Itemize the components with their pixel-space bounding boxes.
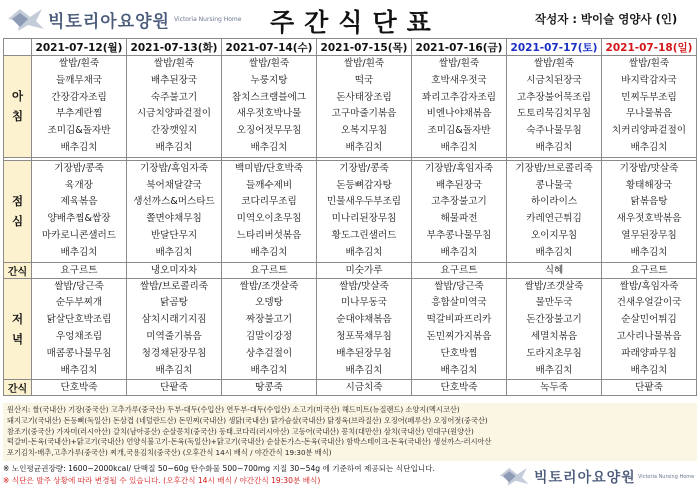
menu-item: 양배추찜&쌈장 [47,213,111,225]
menu-item: 쌀밥/조갯살죽 [524,280,584,292]
menu-cell [222,56,317,158]
menu-item: 우엉채조림 [55,330,103,342]
menu-item: 부추계란찜 [55,108,103,120]
menu-item: 마카로니콘샐러드 [41,229,117,241]
snack-cell: 시금치죽 [317,380,412,396]
snack-cell: 녹두죽 [507,380,602,396]
menu-item: 숙주나물무침 [526,125,582,137]
menu-item: 배추김치 [535,141,573,153]
menu-item: 미역오이초무침 [236,213,302,225]
menu-item: 코다리무조림 [241,196,297,208]
menu-item: 닭살단호박조림 [46,314,112,326]
menu-item: 시금치양파겉절이 [136,108,212,120]
menu-item: 기장밥/콩죽 [339,162,389,174]
logo-mark-icon [6,5,46,33]
menu-item: 순대야채볶음 [336,314,392,326]
menu-item: 배추김치 [345,141,383,153]
menu-item: 순살민어튀김 [621,314,677,326]
menu-item: 오징어젓무무침 [236,125,302,137]
origin-line: 원산지: 쌀(국내산) 기장(중국산) 고추가루(중국산) 두부-대두(수입산) 연두부-대두(수입산) 소고기(미국산) 해드미트(뉴질랜드) 소양지(멕시코산) [7,405,460,414]
menu-item: 백미밥/단호박죽 [234,162,304,174]
menu-item: 민물새우두부조림 [326,196,402,208]
menu-item: 배추김치 [345,246,383,258]
snack-cell: 요구르트 [32,262,127,278]
menu-item: 삼치시래기지짐 [141,314,207,326]
menu-cell [127,278,222,380]
snack2-row [4,380,697,396]
menu-item: 파래양파무침 [621,347,677,359]
menu-item: 물만두국 [535,297,573,309]
menu-item: 기장밥/브로콜리죽 [515,162,593,174]
menu-item: 배추김치 [535,364,573,376]
menu-item: 오복지무침 [340,125,388,137]
snack-cell: 단호박죽 [412,380,507,396]
menu-item: 육개장 [65,179,93,191]
menu-item: 배추김치 [345,364,383,376]
menu-cell [507,56,602,158]
menu-item: 닭곰탕 [160,297,188,309]
snack1-row [4,262,697,278]
menu-item: 하이라이스 [530,196,578,208]
menu-cell [602,56,697,158]
menu-item: 닭볶음탕 [630,196,668,208]
menu-item: 도라지초무침 [526,347,582,359]
menu-item: 떡갈비파프리카 [426,314,492,326]
menu-item: 쌀밥/조갯살죽 [239,280,299,292]
breakfast-row [4,56,697,158]
menu-cell [222,160,317,262]
menu-item: 김말이강정 [245,330,293,342]
menu-item: 미나무동국 [340,297,388,309]
menu-item: 기장밥/흑임자죽 [139,162,209,174]
menu-item: 카레연근튀김 [526,213,582,225]
menu-item: 배추김치 [155,246,193,258]
menu-cell [317,160,412,262]
menu-cell [127,160,222,262]
menu-cell [602,278,697,380]
logo-en: Victoria Nursing Home [174,16,242,23]
menu-cell [507,160,602,262]
notes [3,463,483,486]
menu-item: 바지락감자국 [621,74,677,86]
menu-cell [507,278,602,380]
menu-item: 비엔나야채볶음 [426,108,492,120]
menu-item: 누룽지탕 [250,74,288,86]
menu-item: 쌀밥/흑임자죽 [619,280,679,292]
date-header: 2021-07-16(금) [412,39,507,56]
menu-item: 돈사태장조림 [336,91,392,103]
menu-item: 참치스크램블에그 [231,91,307,103]
menu-item: 쌀밥/맛살죽 [339,280,389,292]
menu-item: 돈민찌가지볶음 [426,330,492,342]
snack-label: 간식 [4,380,32,396]
menu-item: 짜장불고기 [245,314,293,326]
menu-item: 미나리된장무침 [331,213,397,225]
menu-cell [412,56,507,158]
menu-item: 배추김치 [630,141,668,153]
origin-info [3,403,697,461]
menu-item: 황태해장국 [625,179,673,191]
menu-cell [317,56,412,158]
date-header: 2021-07-14(수) [222,39,317,56]
snack-label: 간식 [4,262,32,278]
menu-item: 제육볶음 [60,196,98,208]
menu-item: 황도그린샐러드 [331,229,397,241]
menu-item: 쫄면야채무침 [146,213,202,225]
menu-item: 배추김치 [250,364,288,376]
snack-cell: 식혜 [507,262,602,278]
menu-item: 새우젓호박볶음 [616,213,682,225]
menu-item: 배추된장국 [150,74,198,86]
menu-item: 배추김치 [60,364,98,376]
menu-item: 배추김치 [630,246,668,258]
snack-cell: 단팥죽 [127,380,222,396]
corner-cell [4,39,32,56]
menu-item: 기장밥/흑임자죽 [424,162,494,174]
menu-item: 쌀밥/흰죽 [58,58,100,69]
snack-cell: 땅콩죽 [222,380,317,396]
menu-item: 쌀밥/흰죽 [533,58,575,69]
menu-item: 간장감자조림 [51,91,107,103]
lunch-row [4,160,697,262]
menu-item: 배추김치 [630,364,668,376]
menu-item: 단호박찜 [440,347,478,359]
menu-item: 돈간장불고기 [526,314,582,326]
menu-item: 상추겉절이 [245,347,293,359]
menu-item: 오뎅탕 [255,297,283,309]
menu-cell [127,56,222,158]
menu-item: 도토리묵김치무침 [516,108,592,120]
date-header: 2021-07-17(토) [507,39,602,56]
dinner-row [4,278,697,380]
footer-logo-en: Victoria Nursing Home [638,474,695,480]
menu-item: 배추김치 [440,246,478,258]
menu-item: 배추김치 [155,364,193,376]
menu-cell [32,278,127,380]
date-header: 2021-07-18(일) [602,39,697,56]
snack-cell: 냉오미자차 [127,262,222,278]
menu-item: 쌀밥/흰죽 [438,58,480,69]
menu-item: 해물파전 [440,213,478,225]
menu-item: 쌀밥/브로콜리죽 [139,280,209,292]
logo [6,5,242,33]
snack-cell: 요구르트 [602,262,697,278]
menu-item: 배추된장국 [435,179,483,191]
breakfast-row-label [4,56,32,158]
menu-item: 배추김치 [250,141,288,153]
menu-item: 쌀밥/당근죽 [54,280,104,292]
menu-item: 고추장불어묵조림 [516,91,592,103]
page-title: 주간식단표 [270,8,441,37]
menu-item: 기장밥/콩죽 [54,162,104,174]
menu-item: 청경채된장무침 [141,347,207,359]
header [0,0,700,38]
meal-label-char: 아 [11,89,24,104]
menu-item: 들깨수제비 [245,179,293,191]
logo-name: 빅토리아요양원 [48,12,170,32]
footer-logo-name: 빅토리아요양원 [534,470,636,486]
menu-item: 배추김치 [155,141,193,153]
lunch-row-label [4,160,32,262]
menu-item: 쌀밥/흰죽 [248,58,290,69]
menu-item: 오이지무침 [530,229,578,241]
menu-item: 쌀밥/흰죽 [628,58,670,69]
dinner-row-label [4,278,32,380]
menu-item: 배추된장무침 [336,347,392,359]
menu-item: 쌀밥/당근죽 [434,280,484,292]
menu-cell [317,278,412,380]
menu-item: 배추김치 [535,246,573,258]
menu-item: 들깨무채국 [55,74,103,86]
menu-item: 배추김치 [60,141,98,153]
footer-logo-mark-icon [498,464,530,488]
date-header: 2021-07-15(목) [317,39,412,56]
menu-change-warning: ※ 식단은 발주 상황에 따라 변경될 수 있습니다. (오후간식 14시 배식 / 야간간식 19:30분 배식) [3,475,321,485]
meal-label-char: 침 [11,109,24,124]
origin-line: 떡갈비-돈육(국내산)+닭고기(국내산) 언양식불고기-돈육(독일산)+닭고기(국내산) 순살돈가스-돈육(국내산) 함박스테이크-돈육(국내산) 생선까스-러시아산 [7,437,492,447]
menu-item: 건새우얼갈이국 [616,297,682,309]
menu-item: 순두부찌개 [55,297,103,309]
menu-item: 조미김&돌자반 [427,125,491,137]
menu-item: 배추김치 [60,246,98,258]
menu-item: 떡국 [354,74,374,86]
origin-line: 참조기(중국산) 가자미(러시아산) 갈치(남아공산) 순살꽁치(중국산) 동태.코다리(러시아산) 고등어(국내산) 꽁치(대만산) 삼치(국내산) 민대구(원양산) [7,426,474,436]
menu-item: 반달단무지 [150,229,198,241]
menu-cell [412,278,507,380]
menu-item: 열무된장무침 [621,229,677,241]
menu-item: 쌀밥/흰죽 [153,58,195,69]
snack-cell: 단팥죽 [602,380,697,396]
menu-item: 민찌두부조림 [621,91,677,103]
menu-item: 배추김치 [440,141,478,153]
author-line: 작성자 : 박이슬 영양사 (인) [535,12,678,26]
menu-cell [32,160,127,262]
menu-item: 느타리버섯볶음 [236,229,302,241]
menu-item: 부추콩나물무침 [426,229,492,241]
menu-item: 미역줄기볶음 [146,330,202,342]
snack-cell: 미숫가루 [317,262,412,278]
menu-item: 청포묵채무침 [336,330,392,342]
menu-item: 무나물볶음 [625,108,673,120]
menu-item: 북어채달걀국 [146,179,202,191]
menu-item: 배추김치 [250,246,288,258]
menu-item: 새우젓호박나물 [236,108,302,120]
menu-cell [32,56,127,158]
menu-item: 간장깻잎지 [150,125,198,137]
menu-item: 치커리양파겉절이 [611,125,687,137]
menu-item: 시금치된장국 [526,74,582,86]
date-header: 2021-07-13(화) [127,39,222,56]
footer-logo [498,464,694,490]
snack-cell: 단호박죽 [32,380,127,396]
menu-item: 고구마줄기볶음 [331,108,397,120]
menu-item: 생선까스&머스타드 [133,196,215,208]
menu-item: 배추김치 [440,364,478,376]
meal-label-char: 심 [11,214,24,229]
menu-item: 매콤콩나물무침 [46,347,112,359]
menu-item: 고추장불고기 [431,196,487,208]
nutrition-note: ※ 노인평균권장량: 1600~2000kcal/ 단백질 50~60g 탄수화물 500~700mg 지질 30~54g 에 기준하여 제공되는 식단입니다. [3,464,435,473]
menu-item: 호박새우젓국 [431,74,487,86]
menu-item: 고사리나물볶음 [616,330,682,342]
menu-cell [412,160,507,262]
menu-item: 콩나물국 [535,179,573,191]
menu-cell [222,278,317,380]
menu-item: 조미김&돌자반 [47,125,111,137]
menu-item: 세멸치볶음 [530,330,578,342]
snack-cell: 요구르트 [412,262,507,278]
date-header: 2021-07-12(월) [32,39,127,56]
menu-item: 꽈리고추감자조림 [421,91,497,103]
menu-item: 흥합살미역국 [431,297,487,309]
menu-item: 기장밥/맛살죽 [619,162,679,174]
meal-label-char: 저 [11,311,24,326]
meal-label-char: 점 [11,194,24,209]
origin-line: 포기김치-배추,고추가루(중국산) 찌개,국용김치(중국산) (오후간식 14시 배식 / 야간간식 19:30분 배식) [7,448,332,458]
origin-line: 돼지고기(국내산) 돈등뼈(독일산) 돈삼겹 (네덜란드산) 돈민찌(국내산) 생닭(국내산) 닭가슴살(국내산) 닭정육(브라질산) 오징어(페루산) 오징어젓(중국산) [7,415,488,425]
menu-item: 돈등뼈감자탕 [336,179,392,191]
date-header-row [4,39,697,56]
snack-cell: 요구르트 [222,262,317,278]
menu-item: 쌀밥/흰죽 [343,58,385,69]
menu-item: 숙주불고기 [150,91,198,103]
menu-cell [602,160,697,262]
weekly-menu-table [3,38,697,396]
meal-label-char: 녁 [11,331,24,346]
